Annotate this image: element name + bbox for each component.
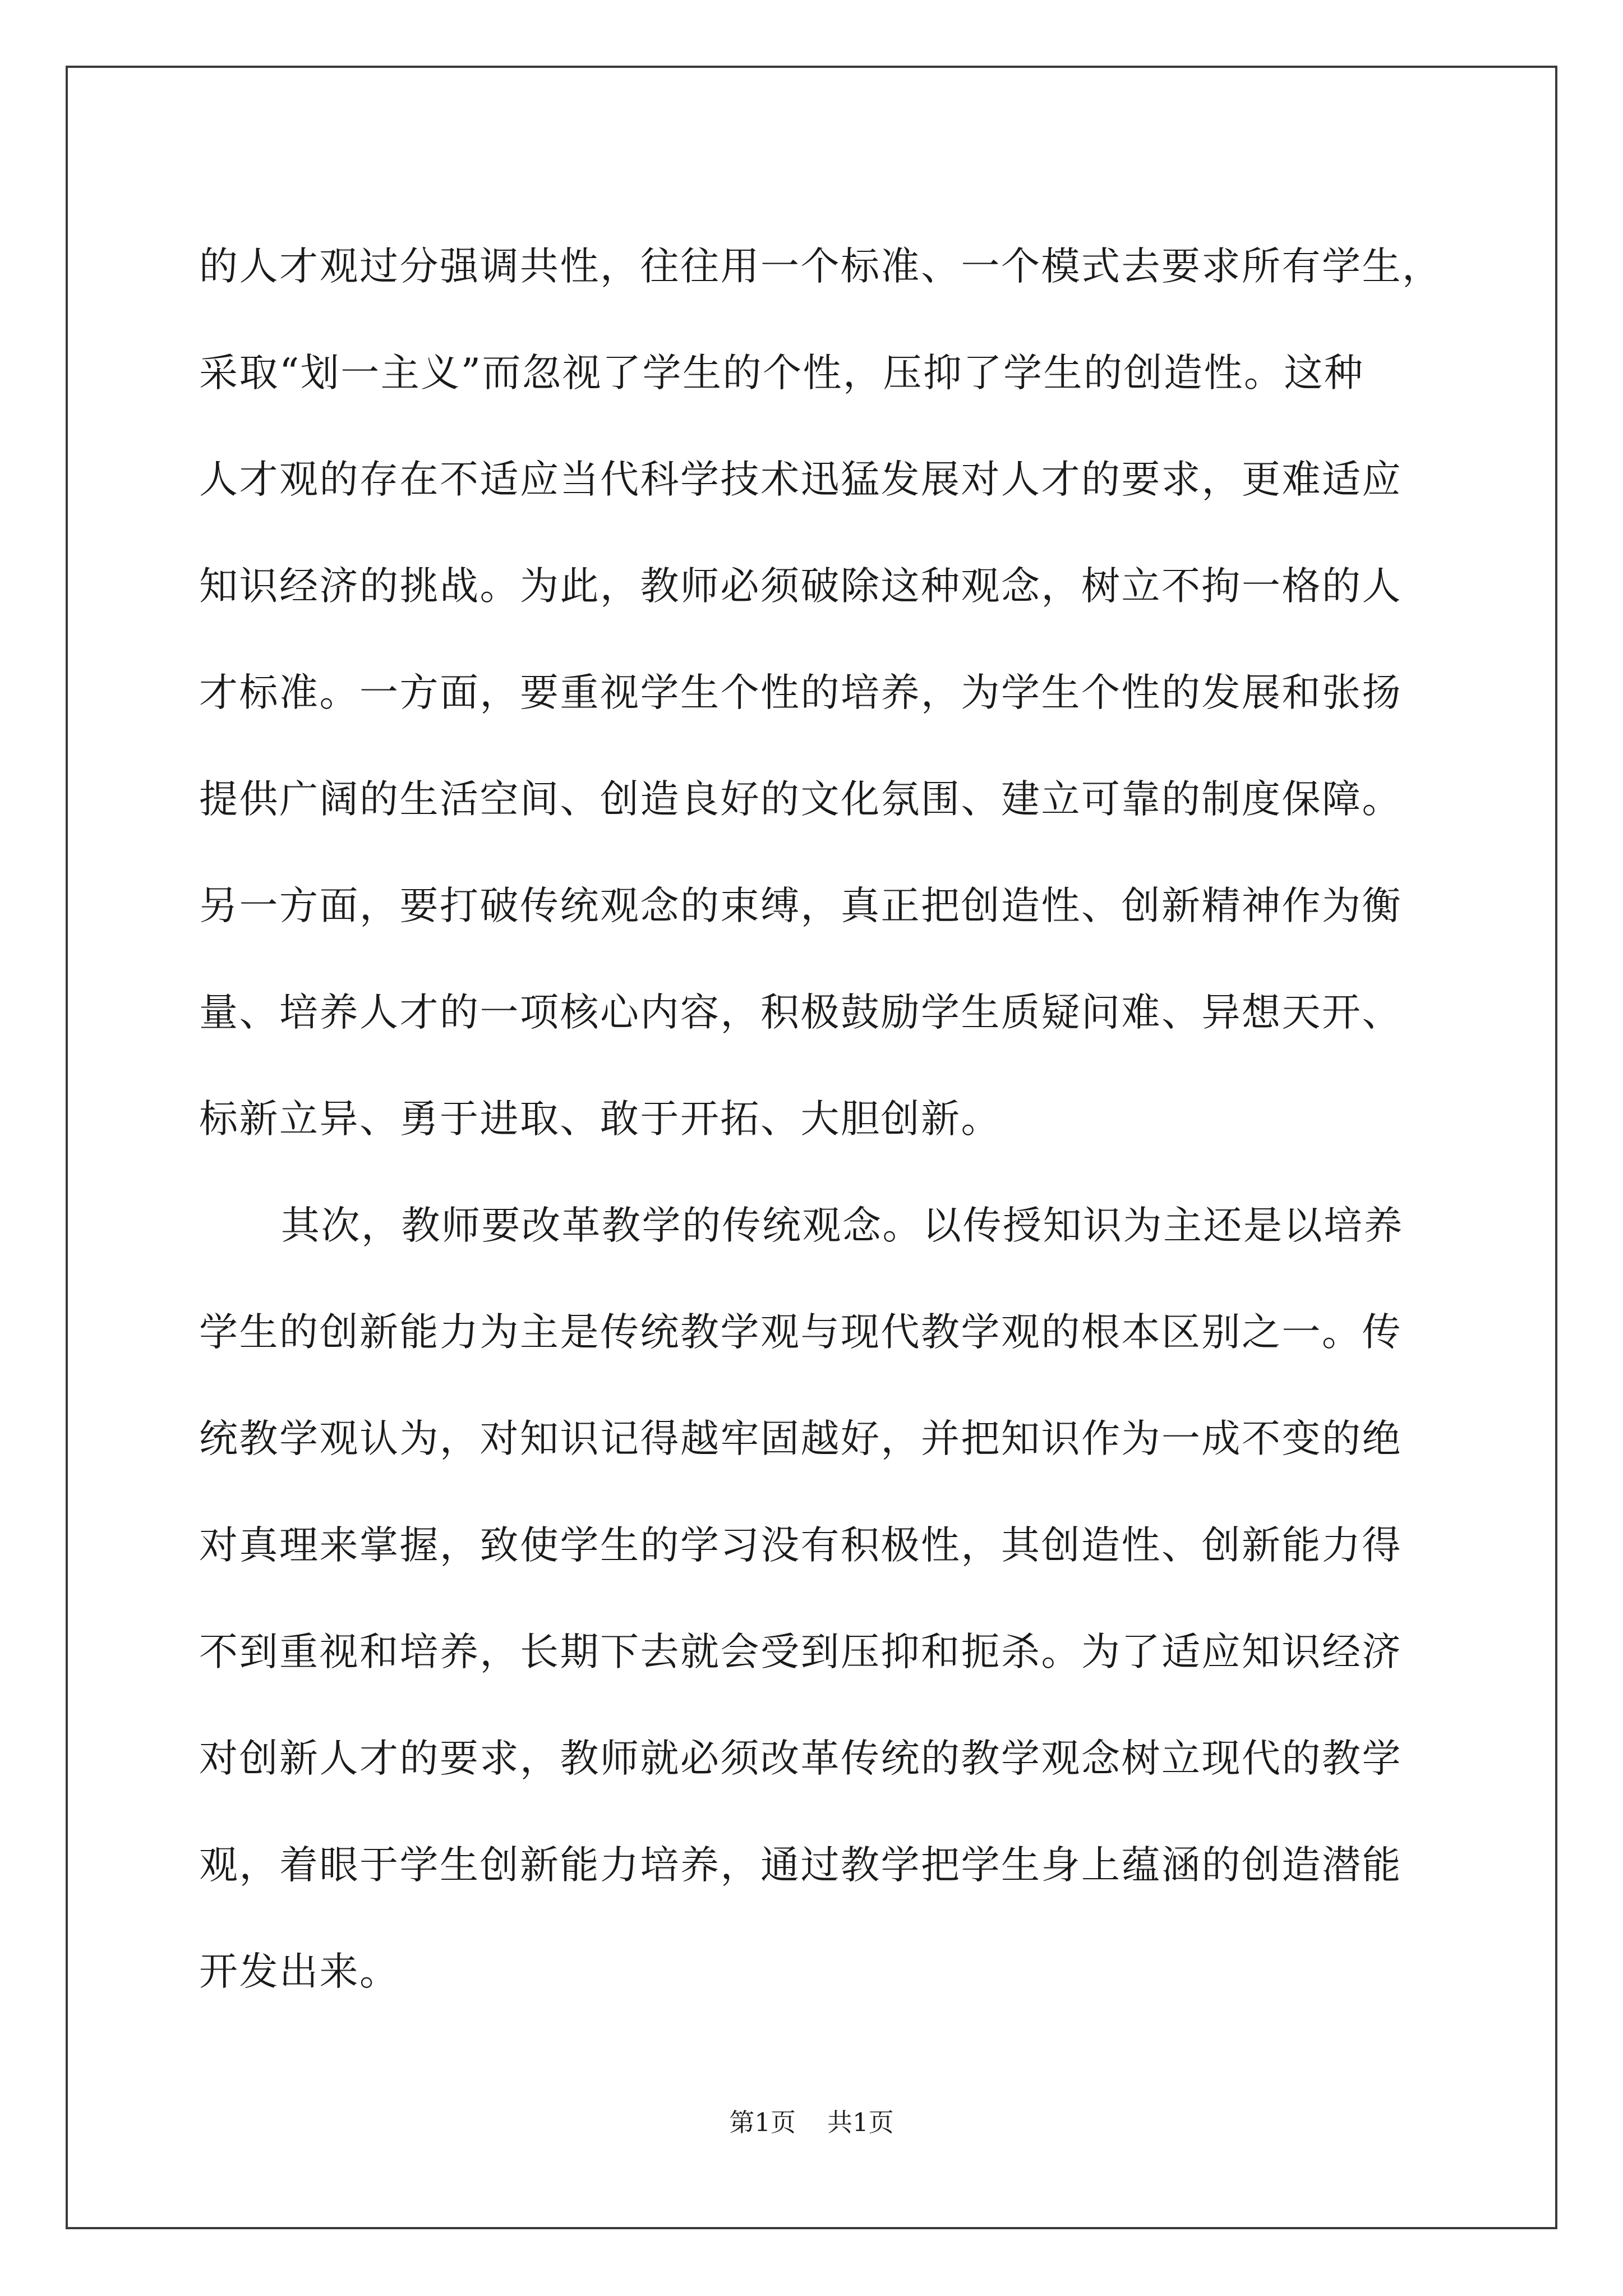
text-line: 提供广阔的生活空间、创造良好的文化氛围、建立可靠的制度保障。 [199, 777, 1402, 822]
document-body [199, 213, 1450, 2025]
text-line: 对创新人才的要求，教师就必须改革传统的教学观念树立现代的教学 [199, 1736, 1402, 1781]
page-number: 第1页 [729, 2108, 796, 2137]
text-line: 量、培养人才的一项核心内容，积极鼓励学生质疑问难、异想天开、 [199, 990, 1402, 1035]
text-line: 观，着眼于学生创新能力培养，通过教学把学生身上蕴涵的创造潜能 [199, 1843, 1402, 1888]
paragraph-start-line: 其次，教师要改革教学的传统观念。以传授知识为主还是以培养 [281, 1203, 1404, 1248]
text-line: 另一方面，要打破传统观念的束缚，真正把创造性、创新精神作为衡 [199, 884, 1402, 928]
text-line: 采取“划一主义”而忽视了学生的个性，压抑了学生的创造性。这种 [199, 351, 1364, 395]
text-line: 知识经济的挑战。为此，教师必须破除这种观念，树立不拘一格的人 [199, 564, 1402, 609]
text-line: 开发出来。 [199, 1949, 400, 1994]
page-total: 共1页 [827, 2108, 894, 2137]
text-line: 标新立异、勇于进取、敢于开拓、大胆创新。 [199, 1097, 1001, 1142]
page-footer [0, 2102, 1623, 2138]
text-line: 不到重视和培养，长期下去就会受到压抑和扼杀。为了适应知识经济 [199, 1630, 1402, 1674]
text-line: 统教学观认为，对知识记得越牢固越好，并把知识作为一成不变的绝 [199, 1416, 1402, 1461]
text-line: 学生的创新能力为主是传统教学观与现代教学观的根本区别之一。传 [199, 1310, 1402, 1355]
text-line: 对真理来掌握，致使学生的学习没有积极性，其创造性、创新能力得 [199, 1523, 1402, 1568]
text-line: 人才观的存在不适应当代科学技术迅猛发展对人才的要求，更难适应 [199, 457, 1402, 502]
text-line: 的人才观过分强调共性，往往用一个标准、一个模式去要求所有学生， [199, 244, 1442, 289]
text-line: 才标准。一方面，要重视学生个性的培养，为学生个性的发展和张扬 [199, 670, 1402, 715]
